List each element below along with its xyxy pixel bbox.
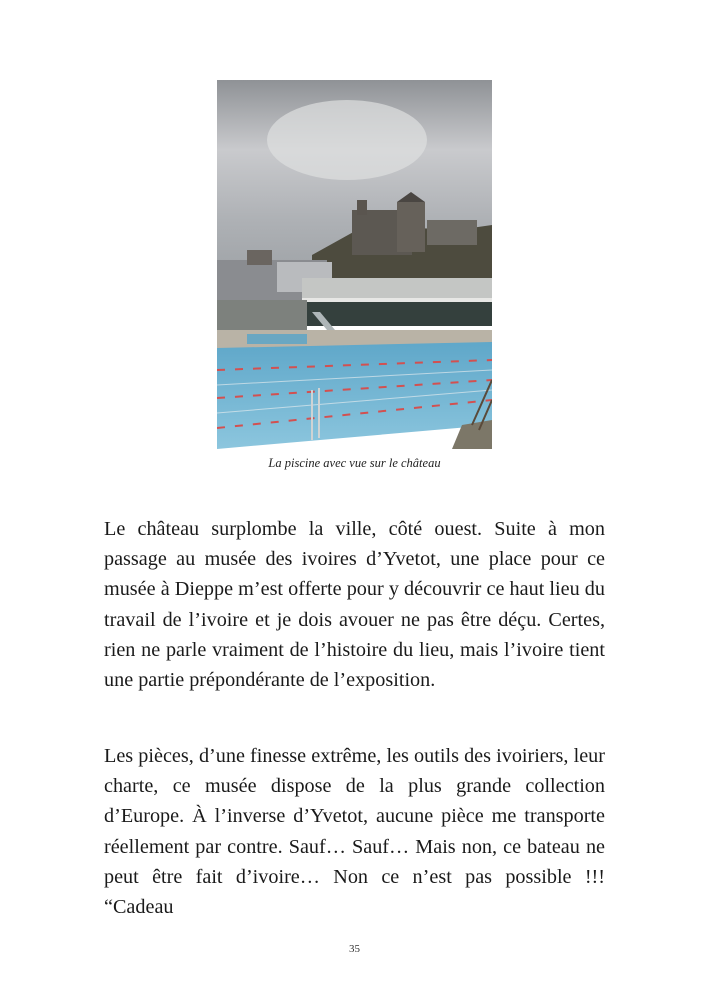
page-number: 35	[349, 943, 360, 955]
pool-castle-photo	[217, 80, 492, 449]
body-paragraph: Les pièces, d’une finesse extrême, les outils des ivoiriers, leur charte, ce musée dispose de la plus grande collection d’Europe. À l’inverse d’Yvetot, aucune pièce me transporte réellement par contre. Sauf… Sauf… Mais non, ce bateau ne peut être fait d’ivoire… Non ce n’est pas possible !!! “Cadeau	[104, 745, 605, 919]
body-paragraph: Le château surplombe la ville, côté ouest. Suite à mon passage au musée des ivoires d’Yvetot, une place pour ce musée à Dieppe m’est offerte pour y découvrir ce haut lieu du travail de l’ivoire et je dois avouer ne pas être déçu. Certes, rien ne parle vraiment de l’histoire du lieu, mais l’ivoire tient une partie prépondérante de l’exposition.	[104, 518, 605, 692]
figure-caption: La piscine avec vue sur le château	[268, 456, 441, 470]
